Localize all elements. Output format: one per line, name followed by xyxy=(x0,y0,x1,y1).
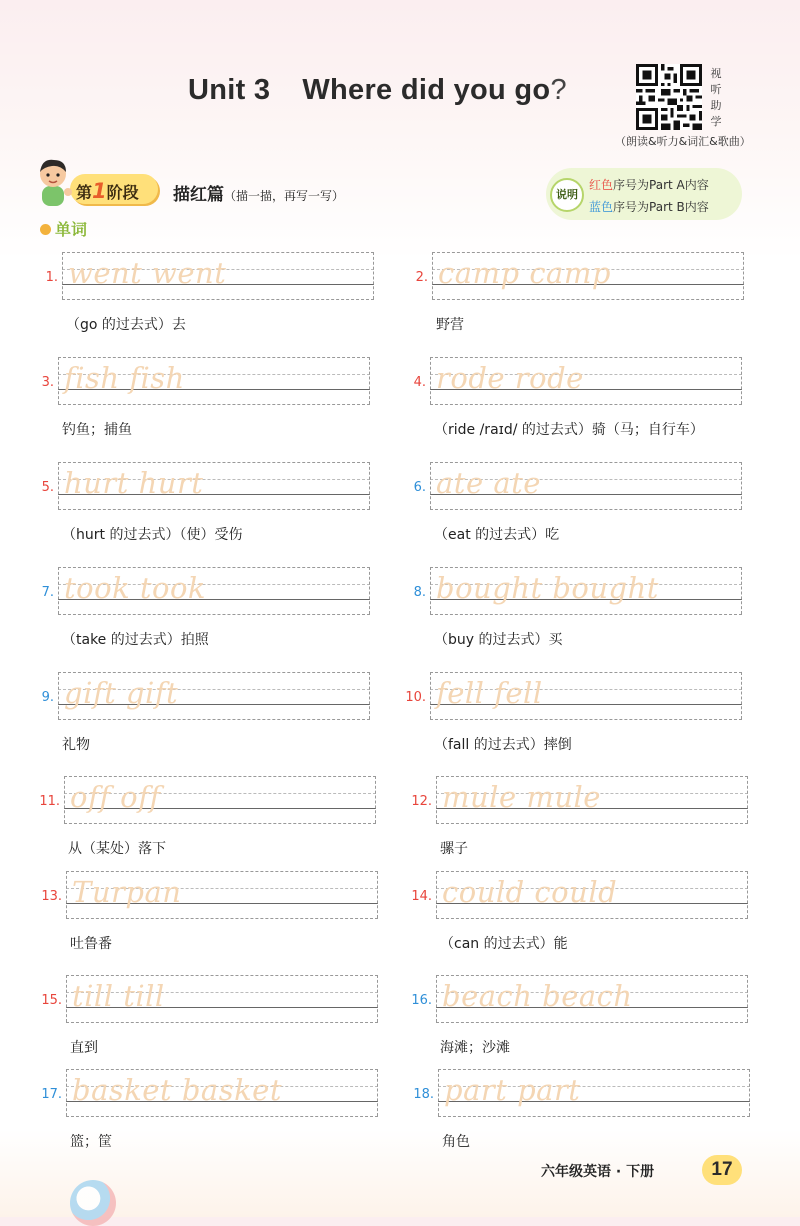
word-number: 17. xyxy=(41,1087,62,1102)
unit-title: Where did you go xyxy=(302,74,551,106)
word-meaning: （can 的过去式）能 xyxy=(440,936,568,952)
word-item xyxy=(34,252,394,352)
word-meaning: 钓鱼；捕鱼 xyxy=(62,422,132,438)
word-item xyxy=(30,462,390,562)
word-item xyxy=(38,871,398,971)
word-number: 5. xyxy=(41,480,54,495)
word-meaning: （hurt 的过去式）（使）受伤 xyxy=(62,527,243,543)
section-title: 描红篇（描一描，再写一写） xyxy=(173,185,345,205)
note-badge: 说明 xyxy=(550,178,584,212)
trace-word: part part xyxy=(444,1073,581,1107)
trace-word: Turpan xyxy=(72,875,182,909)
page-title xyxy=(188,74,567,107)
qr-side-label: 视 听 助 学 xyxy=(710,67,722,128)
word-item xyxy=(408,975,768,1075)
trace-word: fell fell xyxy=(436,676,543,710)
word-meaning: 野营 xyxy=(436,317,464,333)
word-meaning: （buy 的过去式）买 xyxy=(434,632,563,648)
word-item xyxy=(38,975,398,1075)
word-meaning: 角色 xyxy=(442,1134,470,1150)
word-number: 10. xyxy=(405,690,426,705)
trace-word: went went xyxy=(68,256,227,290)
word-number: 7. xyxy=(41,585,54,600)
word-item xyxy=(410,1069,770,1169)
word-item xyxy=(402,462,762,562)
word-meaning: 直到 xyxy=(70,1040,98,1056)
word-meaning: 篮；筐 xyxy=(70,1134,112,1150)
word-number: 1. xyxy=(45,270,58,285)
page-number: 17 xyxy=(702,1155,742,1185)
word-meaning: 从（某处）落下 xyxy=(68,841,166,857)
word-item xyxy=(404,252,764,352)
word-item xyxy=(36,776,396,876)
word-number: 8. xyxy=(413,585,426,600)
word-number: 2. xyxy=(415,270,428,285)
qr-code-icon[interactable] xyxy=(636,64,702,130)
trace-word: off off xyxy=(70,780,161,814)
trace-word: camp camp xyxy=(438,256,611,290)
word-meaning: 海滩；沙滩 xyxy=(440,1040,510,1056)
word-item xyxy=(38,1069,398,1169)
word-number: 15. xyxy=(41,993,62,1008)
word-item xyxy=(408,776,768,876)
trace-word: beach beach xyxy=(442,979,633,1013)
word-item xyxy=(408,871,768,971)
word-item xyxy=(402,357,762,457)
word-number: 14. xyxy=(411,889,432,904)
word-number: 4. xyxy=(413,375,426,390)
trace-word: ate ate xyxy=(436,466,541,500)
note-line-blue: 蓝色序号为Part B内容 xyxy=(589,200,709,214)
trace-word: mule mule xyxy=(442,780,601,814)
question-mark: ? xyxy=(550,74,567,106)
word-item xyxy=(30,672,390,772)
stage-label: 第1阶段 xyxy=(76,179,139,203)
word-meaning: （ride /raɪd/ 的过去式）骑（马；自行车） xyxy=(434,422,704,438)
word-meaning: （fall 的过去式）摔倒 xyxy=(434,737,572,753)
word-meaning: 礼物 xyxy=(62,737,90,753)
stage-number: 1 xyxy=(92,179,107,203)
trace-word: hurt hurt xyxy=(64,466,204,500)
word-number: 18. xyxy=(413,1087,434,1102)
word-number: 11. xyxy=(39,794,60,809)
word-meaning: 吐鲁番 xyxy=(70,936,112,952)
word-number: 12. xyxy=(411,794,432,809)
trace-word: gift gift xyxy=(64,676,179,710)
book-label: 六年级英语 · 下册 xyxy=(541,1164,655,1180)
word-meaning: 骡子 xyxy=(440,841,468,857)
trace-word: till till xyxy=(72,979,165,1013)
word-item xyxy=(30,567,390,667)
word-number: 6. xyxy=(413,480,426,495)
trace-word: rode rode xyxy=(436,361,584,395)
trace-word: bought bought xyxy=(436,571,659,605)
trace-word: could could xyxy=(442,875,618,909)
words-section-label: 单词 xyxy=(40,217,87,240)
trace-word: fish fish xyxy=(64,361,185,395)
bullet-dot-icon xyxy=(40,224,51,235)
word-item xyxy=(402,567,762,667)
word-meaning: （go 的过去式）去 xyxy=(66,317,186,333)
qr-caption: （朗读&听力&词汇&歌曲） xyxy=(615,135,751,148)
word-meaning: （take 的过去式）拍照 xyxy=(62,632,209,648)
word-number: 9. xyxy=(41,690,54,705)
note-line-red: 红色序号为Part A内容 xyxy=(589,178,709,192)
word-item xyxy=(402,672,762,772)
word-meaning: （eat 的过去式）吃 xyxy=(434,527,560,543)
word-number: 3. xyxy=(41,375,54,390)
word-number: 16. xyxy=(411,993,432,1008)
section-subtitle: （描一描，再写一写） xyxy=(224,189,345,203)
word-number: 13. xyxy=(41,889,62,904)
trace-word: took took xyxy=(64,571,207,605)
boy-mascot-icon xyxy=(32,156,76,208)
trace-word: basket basket xyxy=(72,1073,282,1107)
word-item xyxy=(30,357,390,457)
unit-number: Unit 3 xyxy=(188,74,271,106)
beach-ball-icon xyxy=(70,1180,116,1226)
